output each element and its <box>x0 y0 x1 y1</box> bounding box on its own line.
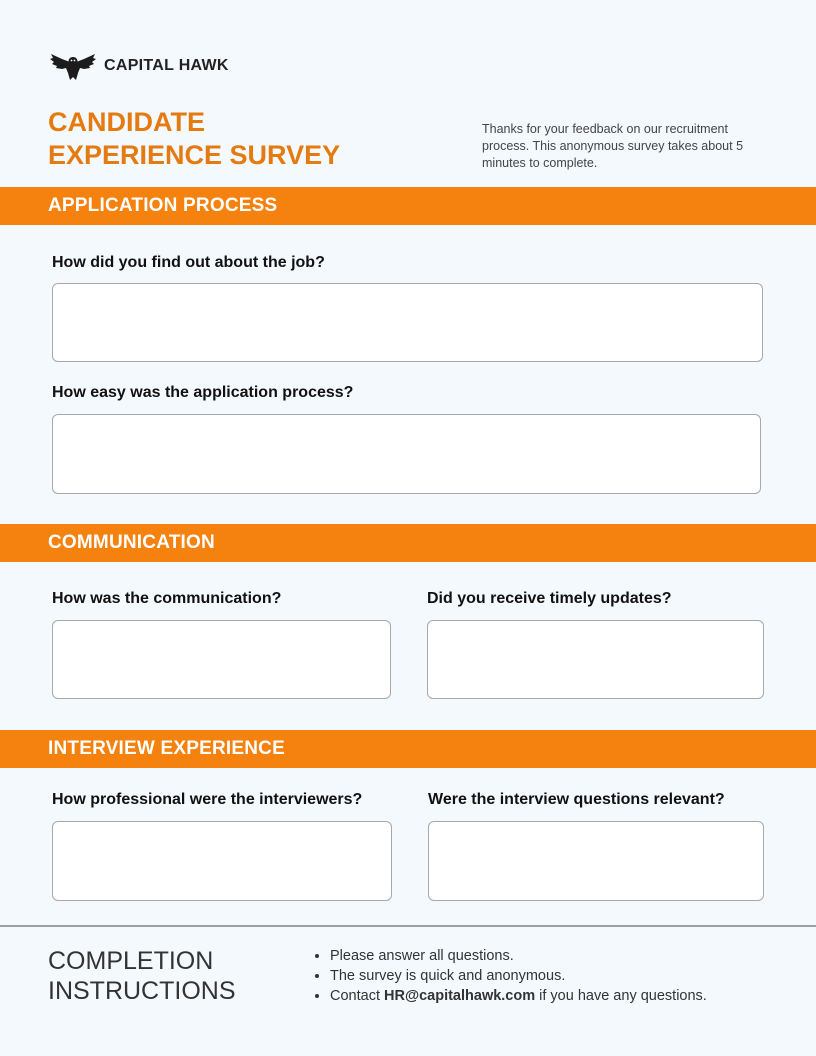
section-header-communication <box>0 524 816 562</box>
section-header-application <box>0 187 816 225</box>
question-questions-relevant: Were the interview questions relevant? <box>428 791 725 808</box>
brand-name: CAPITAL HAWK <box>104 57 229 74</box>
completion-item: • The survey is quick and anonymous. <box>330 966 707 986</box>
completion-title-line-2: INSTRUCTIONS <box>48 977 236 1005</box>
hawk-icon <box>49 51 97 81</box>
contact-email[interactable]: HR@capitalhawk.com <box>384 988 536 1004</box>
title-line-2: EXPERIENCE SURVEY <box>48 140 341 170</box>
answer-interviewers-professional[interactable] <box>52 821 392 901</box>
completion-title <box>48 946 236 1006</box>
completion-title-line-1: COMPLETION <box>48 947 214 975</box>
contact-prefix: Contact <box>330 988 384 1004</box>
section-label-communication: COMMUNICATION <box>48 532 215 553</box>
question-interviewers-professional: How professional were the interviewers? <box>52 791 363 808</box>
answer-communication[interactable] <box>52 620 391 699</box>
brand-logo <box>49 51 229 81</box>
title-line-1: CANDIDATE <box>48 107 205 137</box>
section-label-application: APPLICATION PROCESS <box>48 195 278 216</box>
page-title <box>48 106 340 172</box>
intro-text: Thanks for your feedback on our recruitment process. This anonymous survey takes about 5 minutes to complete. <box>482 122 744 170</box>
contact-suffix: if you have any questions. <box>535 988 707 1004</box>
question-timely-updates: Did you receive timely updates? <box>427 590 672 607</box>
section-header-interview <box>0 730 816 768</box>
answer-timely-updates[interactable] <box>427 620 764 699</box>
completion-list <box>312 946 707 1006</box>
question-communication: How was the communication? <box>52 590 282 607</box>
answer-questions-relevant[interactable] <box>428 821 764 901</box>
answer-find-job[interactable] <box>52 283 763 362</box>
answer-application-ease[interactable] <box>52 414 761 494</box>
footer-divider <box>0 925 816 927</box>
completion-item-contact <box>330 986 707 1006</box>
question-find-job: How did you find out about the job? <box>52 254 325 271</box>
completion-item: • Please answer all questions. <box>330 946 707 966</box>
question-application-ease: How easy was the application process? <box>52 384 354 401</box>
section-label-interview: INTERVIEW EXPERIENCE <box>48 738 285 759</box>
